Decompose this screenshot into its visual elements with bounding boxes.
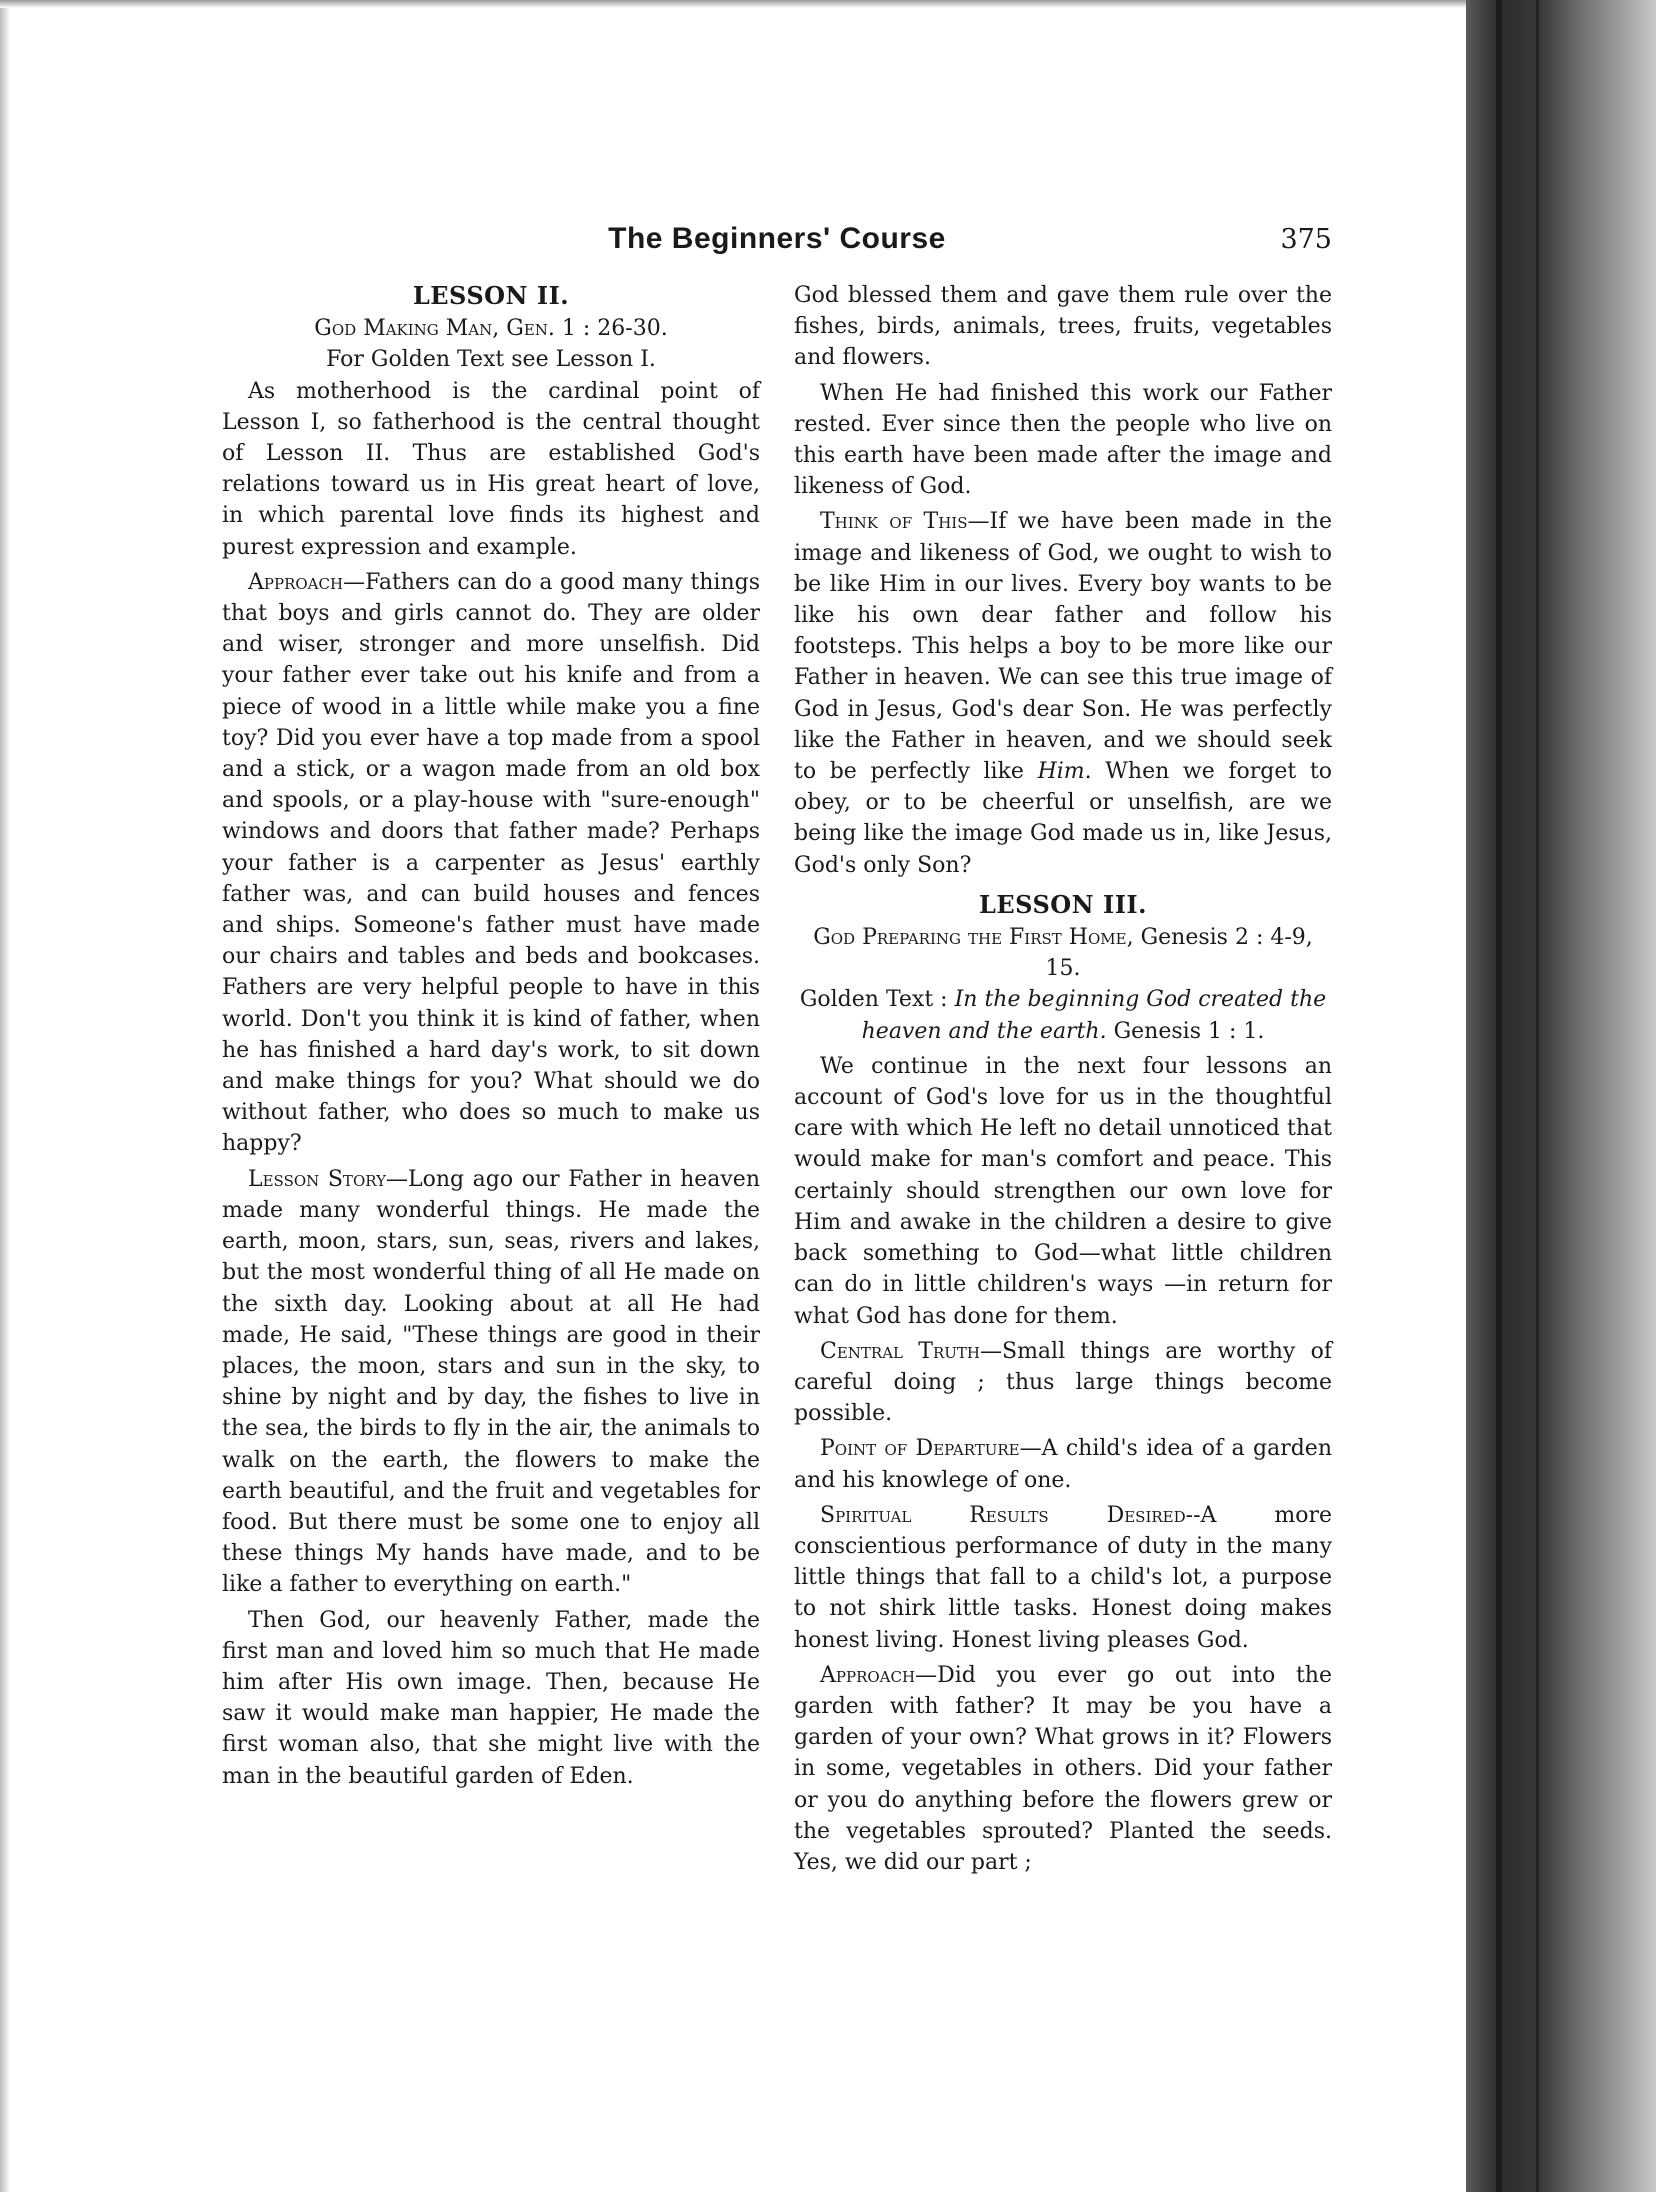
story-label: Lesson Story [248,1166,386,1192]
lesson-3-approach [794,1660,1332,1878]
point-text: —A child's idea of a garden and his knowlege of one. [794,1436,1332,1493]
central-label: Central Truth [820,1338,980,1364]
spiritual-text: --A more conscientious performance of duty in the many little things that fall to a child's lot, a purpose to not shirk little tasks. Honest doing makes honest living. Honest living pleases God. [794,1502,1332,1653]
lesson-2-title: LESSON II. [412,281,570,310]
page-number: 375 [1280,224,1332,255]
golden-quote: In the beginning God created the heaven and the earth. [861,987,1327,1044]
point-of-departure [794,1433,1332,1495]
think-him: Him [1037,759,1085,785]
page-edge-left [0,0,10,2192]
lesson-3-subtitle [794,922,1332,984]
spiritual-results [794,1500,1332,1656]
lesson-3-subtitle-sc: God Preparing the First Home, [813,925,1134,951]
golden-ref: Genesis 1 : 1. [1106,1018,1265,1044]
central-truth [794,1336,1332,1430]
lesson-2-intro: As motherhood is the cardinal point of Lesson I, so fatherhood is the central thought of Lesson II. Thus are established God's relations toward us in His great heart of love, in which parental love finds its highest and purest expression and example. [222,378,760,560]
lesson-2-golden-text: For Golden Text see Lesson I. [326,347,656,373]
lesson-3-title: LESSON III. [978,889,1148,919]
approach-label: Approach [248,569,344,595]
lesson-2-subtitle: God Making Man, Gen. 1 : 26-30. [314,316,668,342]
story-text: —Long ago our Father in heaven made many wonderful things. He made the earth, moon, stars, sun, seas, rivers and lakes, but the most wonderful thing of all He made on the sixth day. Looking about at all He had made, He said, "These things are good in their places, the moon, stars and sun in the sky, to shine by night and by day, the fishes to live in the sea, the birds to fly in the air, the animals to walk on the earth, the flowers to make the earth beautiful, and the fruit and vegetables for food. But there must be some one to enjoy all these things My hands have made, and to be like a father to everything on earth." [222,1166,760,1598]
running-title: The Beginners' Course [608,222,946,255]
running-head [222,222,1332,262]
think-of-this [794,506,1332,880]
right-column [794,280,1332,1882]
lesson-3-subtitle-ref: Genesis 2 : 4-9, 15. [1045,925,1313,982]
point-label: Point of Departure [820,1436,1020,1462]
approach3-label: Approach [820,1662,916,1688]
think-text-b: . When we forget to obey, or to be cheerful or unselfish, are we being like the image God made us in, like Jesus, God's only Son? [794,759,1332,878]
think-label: Think of This [820,509,968,535]
golden-label: Golden Text : [799,987,955,1013]
central-text: —Small things are worthy of careful doing ; thus large things become possible. [794,1338,1332,1427]
continuation-paragraph-2: When He had finished this work our Father rested. Ever since then the people who live on this earth have been made after the image and likeness of God. [794,380,1332,500]
continuation-paragraph-1: God blessed them and gave them rule over the fishes, birds, animals, trees, fruits, vegetables and flowers. [794,283,1332,371]
think-text-a: —If we have been made in the image and likeness of God, we ought to wish to be like Him in our lives. Every boy wants to be like his own dear father and follow his footsteps. This helps a boy to be more like our Father in heaven. We can see this true image of God in Jesus, God's dear Son. He was perfectly like the Father in heaven, and we should seek to be perfectly like [794,509,1332,785]
lesson-3-intro: We continue in the next four lessons an account of God's love for us in the thoughtful care with which He left no detail unnoticed that would make for man's comfort and peace. This certainly should strengthen our own love for Him and awake in the children a desire to give back something to God—what little children can do in little children's ways —in return for what God has done for them. [794,1053,1332,1329]
approach-text: —Fathers can do a good many things that boys and girls cannot do. They are older and wiser, stronger and more unselfish. Did your father ever take out his knife and from a piece of wood in a little while make you a fine toy? Did you ever have a top made from a spool and a stick, or a wagon made from an old box and spools, or a play-house with "sure-enough" windows and doors that father made? Perhaps your father is a carpenter as Jesus' earthly father was, and can build houses and fences and ships. Someone's father must have made our chairs and tables and beds and bookcases. Fathers are very helpful people to have in this world. Don't you think it is kind of father, when he has finished a hard day's work, to sit down and make things for you? What should we do without father, who does so much to make us happy? [222,569,760,1157]
left-column [222,280,760,1796]
lesson-3-golden-text [794,984,1332,1046]
approach3-text: —Did you ever go out into the garden with father? It may be you have a garden of your own? What grows in it? Flowers in some, vegetables in others. Did your father or you do anything before the flowers grew or the vegetables sprouted? Planted the seeds. Yes, we did our part ; [794,1662,1332,1875]
lesson-2-story [222,1164,760,1601]
book-binding-edge [1466,0,1656,2192]
lesson-2-then-god: Then God, our heavenly Father, made the first man and loved him so much that He made him after His own image. Then, because He saw it would make man happier, He made the first woman also, that she might live with the man in the beautiful garden of Eden. [222,1607,760,1789]
page-edge-top [0,0,1466,8]
lesson-2-approach [222,567,760,1160]
spiritual-label: Spiritual Results Desired [820,1502,1186,1528]
